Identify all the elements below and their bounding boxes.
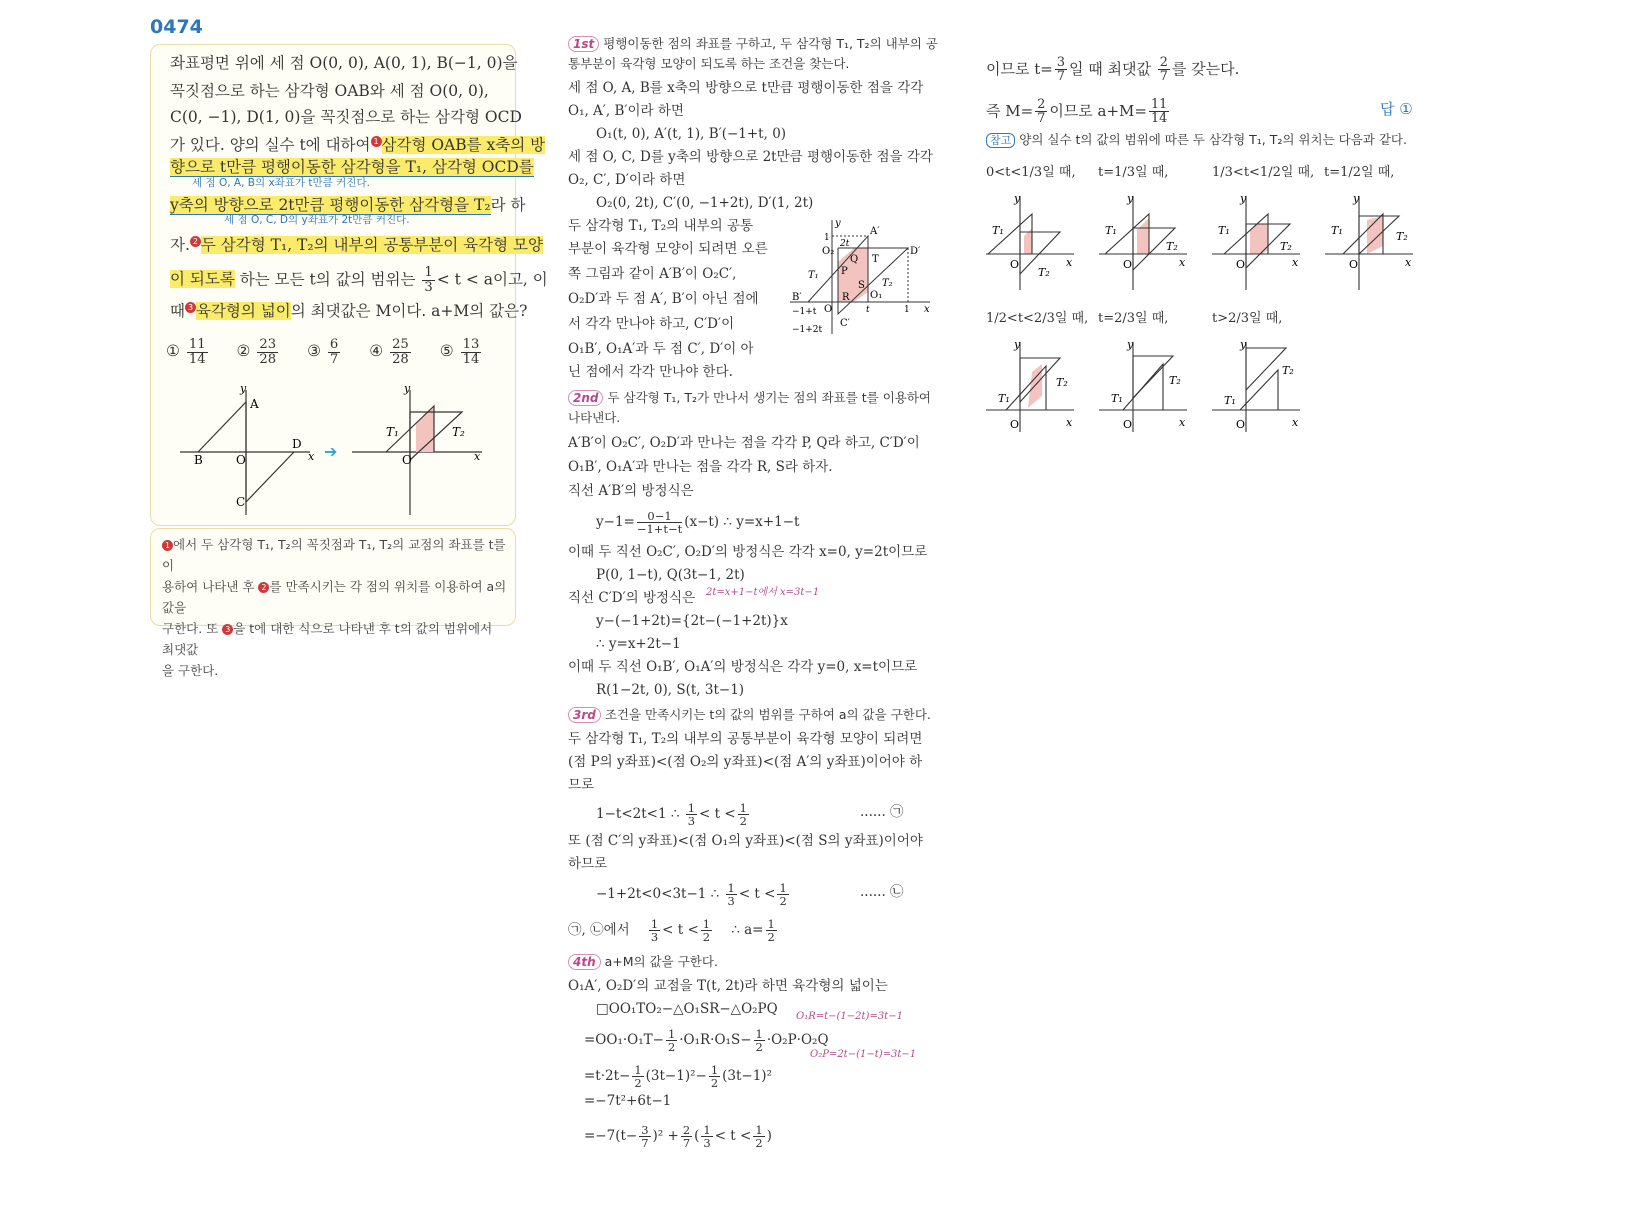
label-b-prime: B′	[792, 292, 802, 303]
case-label: 0<t<1/3일 때,	[986, 165, 1076, 180]
label-c: C	[236, 495, 246, 509]
choice-3[interactable]	[307, 337, 342, 367]
label-o: O	[1010, 418, 1020, 431]
max-line	[986, 56, 1239, 84]
solution-line	[596, 882, 791, 907]
solution-figure	[786, 214, 936, 340]
label-b: B	[194, 453, 203, 467]
label-s: S	[858, 280, 865, 291]
label-x: x	[924, 304, 930, 315]
marker-2: 2	[258, 582, 269, 593]
step-tag: 4th	[568, 954, 601, 970]
step2-title-2: 나타낸다.	[568, 410, 621, 425]
den: 7	[329, 351, 339, 367]
answer: 답 ①	[1380, 100, 1413, 118]
num: 2	[1159, 55, 1168, 70]
label-o: O	[1349, 258, 1359, 271]
case-label: t=2/3일 때,	[1098, 311, 1169, 326]
solution-line: 세 점 O, A, B를 x축의 방향으로 t만큼 평행이동한 점을 각각	[568, 80, 924, 96]
highlight: 삼각형 OAB를 x축의 방	[381, 136, 546, 155]
label-y: y	[1353, 192, 1360, 205]
label-t2: T₂	[452, 425, 465, 439]
solution-line: O₁A′, O₂D′의 교점을 T(t, 2t)라 하면 육각형의 넓이는	[568, 978, 888, 994]
highlight: 향으로 t만큼 평행이동한 삼각형을 T₁, 삼각형 OCD를	[170, 158, 534, 176]
solution-line: 서 각각 만나야 하고, C′D′이	[568, 316, 735, 332]
den: 2	[634, 1076, 642, 1091]
num: 2	[1037, 97, 1046, 112]
num: 1	[424, 265, 433, 280]
num: 11	[188, 337, 206, 352]
label-x: x	[308, 450, 315, 463]
label-t2: T₂	[1166, 240, 1178, 253]
label-r: R	[842, 292, 850, 303]
label-t: T	[872, 254, 879, 265]
den: 2	[710, 1076, 719, 1091]
choice-mark: ⑤	[439, 342, 454, 361]
solution-line	[584, 1124, 772, 1149]
text: (3t−1)²	[722, 1068, 772, 1085]
num: 3	[1056, 55, 1065, 70]
solution-line: ∴ y=x+2t−1	[596, 636, 681, 652]
choice-4[interactable]	[369, 337, 413, 367]
label-one-x: 1	[904, 305, 910, 315]
note-1: 세 점 O, A, B의 x좌표가 t만큼 커진다.	[192, 177, 370, 189]
num: 1	[687, 801, 696, 815]
step4-title	[568, 956, 718, 970]
den: 28	[392, 351, 409, 367]
num: 1	[710, 1063, 719, 1077]
text: ·O₂P·O₂Q	[766, 1032, 829, 1049]
label-o2: O₂	[822, 246, 835, 257]
label-d-prime: D′	[910, 246, 921, 257]
text: < t <	[738, 886, 776, 903]
label-x: x	[1292, 416, 1299, 429]
num: 2	[682, 1123, 691, 1137]
den: 2	[755, 1136, 763, 1151]
step1-title-2: 통부분이 육각형 모양이 되도록 하는 조건을 찾는다.	[568, 56, 850, 71]
num: 1	[767, 917, 775, 931]
arrow-icon: ➔	[324, 442, 338, 461]
label-t1: T₁	[808, 270, 819, 281]
label-m1p2t: −1+2t	[792, 325, 823, 335]
label-o: O	[236, 453, 246, 467]
text: 평행이동한 점의 좌표를 구하고, 두 삼각형 T₁, T₂의 내부의 공	[603, 36, 938, 51]
label-t1: T₁	[1218, 224, 1230, 237]
solution-line: 세 점 O, C, D를 y축의 방향으로 2t만큼 평행이동한 점을 각각	[568, 149, 933, 165]
step2-title	[568, 392, 931, 406]
text: < t <	[714, 1128, 752, 1145]
text: )	[766, 1128, 772, 1145]
text: =t·2t−	[584, 1068, 631, 1085]
problem-number: 0474	[150, 16, 203, 38]
num: 1	[667, 1027, 676, 1041]
solution-line: 쪽 그림과 같이 A′B′이 O₂C′,	[568, 266, 737, 282]
num: 11	[1151, 97, 1168, 112]
text: =OO₁·O₁T−	[584, 1032, 664, 1049]
label-o: O	[1236, 258, 1246, 271]
marker-1: 1	[162, 540, 173, 551]
label-t1: T₁	[1105, 224, 1117, 237]
problem-line	[170, 302, 527, 320]
label-t2: T₂	[1280, 240, 1292, 253]
marker-2: 2	[190, 236, 201, 247]
num: 0−1	[637, 510, 682, 523]
problem-line	[170, 160, 534, 176]
solution-line: 두 삼각형 T₁, T₂의 내부의 공통	[568, 218, 753, 234]
num: 1	[739, 801, 747, 815]
case-label: 1/3<t<1/2일 때,	[1212, 165, 1315, 180]
case-label: t>2/3일 때,	[1212, 311, 1283, 326]
problem-line: 꼭짓점으로 하는 삼각형 OAB와 세 점 O(0, 0),	[170, 82, 489, 100]
den: 7	[1159, 69, 1168, 85]
den: 2	[767, 930, 775, 945]
num: 25	[392, 337, 409, 352]
pink-note: O₁R=t−(1−2t)=3t−1	[796, 1011, 903, 1022]
choice-5[interactable]	[439, 337, 484, 367]
label-t2: T₂	[882, 278, 893, 289]
solution-line: O₁(t, 0), A′(t, 1), B′(−1+t, 0)	[596, 126, 787, 142]
step-tag: 1st	[568, 36, 599, 52]
label-x: x	[1179, 416, 1186, 429]
problem-line	[170, 236, 543, 254]
num: 6	[329, 337, 339, 352]
num: 23	[259, 337, 277, 352]
solution-line: 닌 점에서 각각 만나야 한다.	[568, 364, 733, 380]
case-figures	[980, 190, 1430, 440]
num: 3	[641, 1123, 649, 1137]
label-x: x	[1292, 256, 1299, 269]
solution-line: 부분이 육각형 모양이 되려면 오른	[568, 241, 768, 257]
num: 1	[779, 881, 787, 895]
label-t1: T₁	[992, 224, 1004, 237]
solution-line: 직선 C′D′의 방정식은	[568, 590, 696, 606]
solution-line: 직선 A′B′의 방정식은	[568, 483, 694, 499]
problem-line: 좌표평면 위에 세 점 O(0, 0), A(0, 1), B(−1, 0)을	[170, 54, 518, 72]
num: 1	[755, 1123, 763, 1137]
text: ㉠, ㉡에서	[568, 922, 630, 939]
solution-line: R(1−2t, 0), S(t, 3t−1)	[596, 682, 745, 698]
den: 28	[259, 351, 277, 367]
label-t1: T₁	[386, 425, 399, 439]
solution-line: 므로	[568, 777, 595, 793]
label-t2: T₂	[1169, 374, 1181, 387]
pink-note: O₂P=2t−(1−t)=3t−1	[810, 1049, 917, 1060]
text: < t < a이고, 이	[436, 270, 548, 289]
label-o-2: O	[402, 453, 412, 467]
label-o1: O₁	[870, 290, 883, 301]
text: 라 하	[490, 196, 526, 214]
label-y: y	[835, 218, 841, 229]
text: =−7(t−	[584, 1128, 638, 1145]
text: 때	[170, 302, 185, 321]
label-t-tick: t	[866, 305, 870, 315]
label-p: P	[841, 266, 848, 277]
text: 의 최댓값은 M이다. a+M의 값은?	[290, 302, 528, 321]
fraction	[422, 266, 434, 295]
label-x: x	[1066, 256, 1073, 269]
hint-line: 을 구한다.	[162, 663, 219, 678]
text: 양의 실수 t의 값의 범위에 따른 두 삼각형 T₁, T₂의 위치는 다음과 같다.	[1019, 132, 1407, 147]
num: 13	[462, 337, 480, 352]
text: (x−t) ∴ y=x+1−t	[684, 514, 800, 531]
highlight: 두 삼각형 T₁, T₂의 내부의 공통부분이 육각형 모양	[200, 236, 543, 255]
highlight: 이 되도록	[170, 270, 235, 289]
note-2: 세 점 O, C, D의 y좌표가 2t만큼 커진다.	[224, 214, 410, 226]
label-o: O	[824, 304, 833, 315]
text: 이므로 t=	[986, 59, 1053, 78]
solution-line: 두 삼각형 T₁, T₂의 내부의 공통부분이 육각형 모양이 되려면	[568, 731, 923, 747]
choice-1[interactable]	[166, 337, 210, 367]
text: 를 갖는다.	[1171, 59, 1240, 78]
highlight: 육각형의 넓이	[195, 302, 291, 321]
den: 2	[667, 1040, 676, 1055]
den: 7	[682, 1136, 691, 1151]
problem-line: C(0, −1), D(1, 0)을 꼭짓점으로 하는 삼각형 OCD	[170, 108, 522, 126]
label-t1: T₁	[998, 392, 1010, 405]
solution-line: y−(−1+2t)={2t−(−1+2t)}x	[596, 613, 788, 629]
num: 1	[650, 917, 659, 931]
text: −1+2t<0<3t−1 ∴	[596, 886, 720, 903]
case-label: t=1/3일 때,	[1098, 165, 1169, 180]
label-2t: 2t	[840, 239, 850, 249]
text: a+M의 값을 구한다.	[604, 954, 718, 969]
text: 즉 M=	[986, 101, 1034, 120]
hint-line: 구한다. 또	[162, 621, 223, 636]
hint-line: 용하여 나타낸 후	[162, 579, 259, 594]
label-t2: T₂	[1396, 230, 1408, 243]
text: 두 삼각형 T₁, T₂가 만나서 생기는 점의 좌표를 t를 이용하여	[607, 390, 931, 405]
den: 7	[1037, 111, 1046, 127]
solution-line: O₂D′과 두 점 A′, B′이 아닌 점에	[568, 291, 759, 307]
pink-note: 2t=x+1−t에서 x=3t−1	[706, 587, 820, 598]
label-o: O	[1236, 418, 1246, 431]
text: 자.	[170, 236, 190, 255]
problem-line	[170, 266, 548, 295]
label-d: D	[292, 437, 302, 451]
label-q: Q	[850, 254, 859, 265]
label-y: y	[1240, 192, 1247, 205]
label-t2: T₂	[1282, 364, 1294, 377]
label-t1: T₁	[1331, 224, 1343, 237]
label-a: A	[250, 397, 259, 411]
den: 3	[687, 814, 696, 829]
label-x: x	[1405, 256, 1412, 269]
choice-mark: ②	[236, 342, 251, 361]
label-y: y	[1240, 338, 1247, 351]
label-y: y	[1127, 192, 1134, 205]
label-y: y	[1127, 338, 1134, 351]
den: 14	[462, 351, 480, 367]
label-t2: T₂	[1038, 266, 1050, 279]
label-y: y	[1014, 192, 1021, 205]
den: 2	[755, 1040, 763, 1055]
choice-mark: ③	[307, 342, 321, 361]
solution-line: 또 (점 C′의 y좌표)<(점 O₁의 y좌표)<(점 S의 y좌표)이어야	[568, 833, 923, 849]
text: < t <	[662, 922, 699, 939]
marker-1: 1	[371, 136, 382, 147]
solution-line: 하므로	[568, 856, 608, 872]
den: 3	[424, 279, 433, 295]
solution-line: O₁B′, O₁A′과 만나는 점을 각각 R, S라 하자.	[568, 459, 833, 475]
choice-2[interactable]	[236, 337, 281, 367]
text: y−1=	[596, 514, 635, 531]
eq-tag: ...... ㉡	[860, 884, 904, 900]
hint-line: 에서 두 삼각형 T₁, T₂의 꼭짓점과 T₁, T₂의 교점의 좌표를 t를 이	[162, 537, 506, 573]
marker-3: 3	[185, 302, 196, 313]
problem-line	[170, 198, 525, 214]
solution-line: O₂(0, 2t), C′(0, −1+2t), D′(1, 2t)	[596, 195, 814, 211]
text: ∴ a=	[731, 922, 764, 939]
solution-line	[568, 918, 779, 943]
label-c-prime: C′	[840, 318, 850, 329]
solution-line	[584, 1028, 829, 1053]
solution-line: =−7t²+6t−1	[584, 1093, 672, 1109]
problem-figure	[170, 380, 500, 520]
solution-line	[584, 1064, 772, 1089]
solution-line: □OO₁TO₂−△O₁SR−△O₂PQ	[596, 1001, 778, 1017]
result-line	[986, 98, 1171, 126]
choice-mark: ④	[369, 342, 384, 361]
solution-line: A′B′이 O₂C′, O₂D′과 만나는 점을 각각 P, Q라 하고, C′D′이	[568, 435, 920, 451]
step1-title	[568, 38, 938, 52]
problem-line	[170, 136, 545, 154]
text: < t <	[699, 806, 736, 823]
den: 7	[1056, 69, 1065, 85]
solution-line: O₁B′, O₁A′과 두 점 C′, D′이 아	[568, 341, 754, 357]
label-y-2: y	[404, 382, 411, 395]
label-y: y	[240, 382, 247, 395]
text: ·O₁R·O₁S−	[679, 1032, 752, 1049]
triangle-oab	[198, 402, 246, 452]
solution-line	[596, 510, 799, 535]
case-label: t=1/2일 때,	[1324, 165, 1395, 180]
highlight: y축의 방향으로 2t만큼 평행이동한 삼각형을 T₂	[170, 196, 491, 214]
label-y: y	[1014, 338, 1021, 351]
solution-line: O₂, C′, D′이라 하면	[568, 172, 686, 188]
case-fig-7	[1212, 342, 1300, 432]
case-fig-1	[986, 196, 1074, 290]
solution-line: 이때 두 직선 O₁B′, O₁A′의 방정식은 각각 y=0, x=t이므로	[568, 659, 918, 675]
den: 2	[702, 930, 711, 945]
solution-line: O₁, A′, B′이라 하면	[568, 103, 684, 119]
text: 일 때 최댓값	[1068, 59, 1151, 78]
triangle-ocd	[246, 452, 294, 502]
label-one: 1	[824, 233, 830, 243]
label-t1: T₁	[1224, 394, 1236, 407]
solution-line: (점 P의 y좌표)<(점 O₂의 y좌표)<(점 A′의 y좌표)이어야 하	[568, 754, 923, 770]
num: 1	[703, 1123, 711, 1137]
hint-line: 을 t에 대한 식으로 나타낸 후 t의 값의 범위에서 최댓값	[162, 621, 493, 657]
marker-3: 3	[222, 624, 233, 635]
num: 1	[634, 1063, 642, 1077]
label-o: O	[1010, 258, 1020, 271]
case-label: 1/2<t<2/3일 때,	[986, 311, 1089, 326]
solution-line	[596, 802, 751, 827]
den: 3	[727, 894, 735, 909]
solution-line: P(0, 1−t), Q(3t−1, 2t)	[596, 567, 745, 583]
text: 하는 모든 t의 값의 범위는	[239, 270, 416, 289]
text: 1−t<2t<1 ∴	[596, 806, 680, 823]
text: (3t−1)²−	[645, 1068, 707, 1085]
den: −1+t−t	[636, 522, 683, 537]
label-o: O	[1123, 258, 1133, 271]
den: 7	[641, 1136, 649, 1151]
den: 3	[703, 1136, 711, 1151]
case-fig-4	[1325, 196, 1413, 290]
choice-mark: ①	[166, 342, 180, 361]
den: 2	[739, 814, 747, 829]
num: 1	[702, 917, 711, 931]
step3-title	[568, 709, 931, 723]
num: 1	[755, 1027, 763, 1041]
overlap-region	[416, 406, 434, 452]
label-x-2: x	[474, 450, 481, 463]
den: 14	[188, 351, 206, 367]
hint-text	[162, 534, 507, 681]
label-x: x	[1179, 256, 1186, 269]
label-t2: T₂	[1056, 376, 1068, 389]
hint-line: 를 만족시키는 각 점의 위치를 이용하여 a의 값을	[162, 579, 507, 615]
label-a-prime: A′	[870, 226, 880, 237]
text: 조건을 만족시키는 t의 값의 범위를 구하여 a의 값을 구한다.	[604, 707, 931, 722]
text: (	[694, 1128, 700, 1145]
eq-tag: ...... ㉠	[860, 804, 904, 820]
step-tag: 3rd	[568, 707, 601, 723]
case-fig-6	[1099, 342, 1187, 432]
den: 14	[1151, 111, 1168, 127]
label-o: O	[1123, 418, 1133, 431]
step-tag: 2nd	[568, 390, 603, 406]
label-t1: T₁	[1111, 392, 1123, 405]
choices	[166, 338, 483, 367]
label-x: x	[1066, 416, 1073, 429]
label-m1pt: −1+t	[792, 307, 817, 317]
reference-line	[986, 134, 1407, 147]
den: 2	[779, 894, 787, 909]
ref-tag: 참고	[986, 133, 1015, 148]
text: 이므로 a+M=	[1049, 101, 1147, 120]
den: 3	[650, 930, 659, 945]
solution-line: 이때 두 직선 O₂C′, O₂D′의 방정식은 각각 x=0, y=2t이므로	[568, 544, 928, 560]
text: 가 있다. 양의 실수 t에 대하여	[170, 136, 371, 155]
text: )² +	[652, 1128, 679, 1145]
num: 1	[727, 881, 735, 895]
